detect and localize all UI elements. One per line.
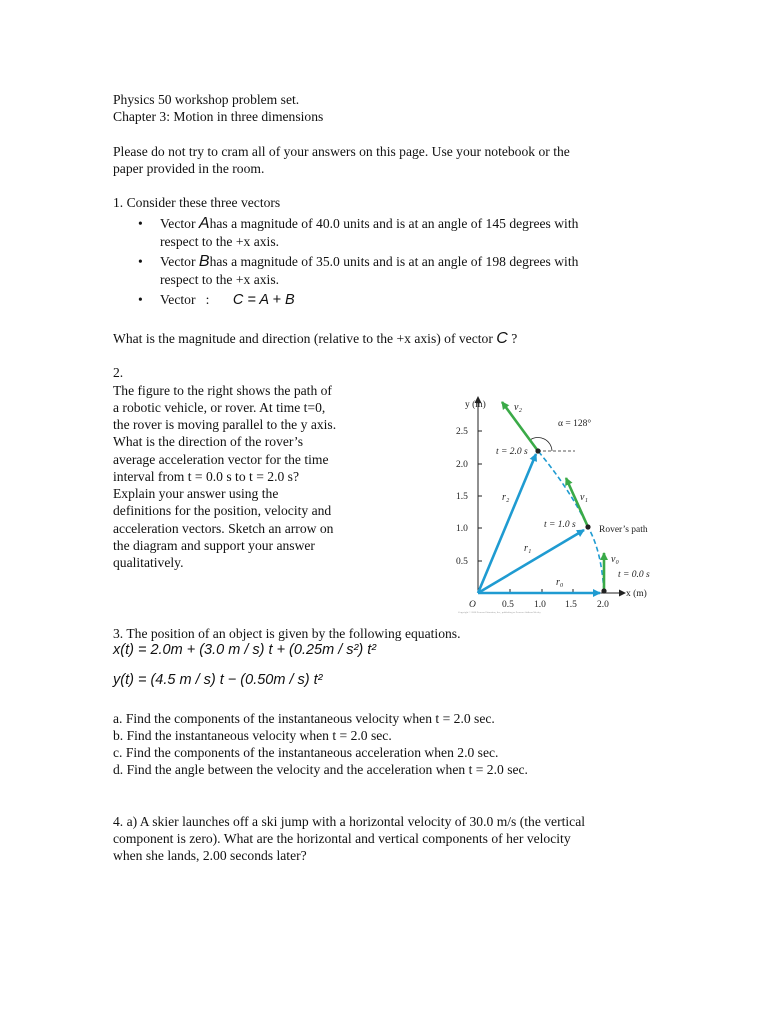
alpha-label: α = 128°: [558, 419, 592, 429]
rovers-path-label: Rover’s path: [599, 525, 648, 535]
rover-path-figure: [440, 385, 670, 615]
q2-line-4: What is the direction of the rover’s: [113, 434, 304, 449]
r1-label: r₁: [524, 543, 532, 554]
intro-line-1: Please do not try to cram all of your answers on this page. Use your notebook or the: [113, 144, 570, 159]
q1-bullet-a: [138, 215, 578, 232]
bullet-c-lead: Vector :: [160, 292, 210, 307]
t0-label: t = 0.0 s: [618, 570, 650, 580]
q2-line-5: average acceleration vector for the time: [113, 452, 329, 467]
chapter-title: Chapter 3: Motion in three dimensions: [113, 109, 324, 124]
y-tick-label: 2.0: [456, 460, 468, 470]
x-tick-label: 0.5: [502, 600, 514, 610]
q1-bullet-a-cont: respect to the +x axis.: [160, 234, 280, 249]
figure-copyright: Copyright © 2008 Pearson Education, Inc., publishing as Pearson Addison-Wesley: [458, 611, 541, 614]
v2-label: v₂: [514, 402, 522, 413]
q2-line-10: the diagram and support your answer: [113, 538, 315, 553]
q2-line-9: acceleration vectors. Sketch an arrow on: [113, 521, 334, 536]
q4-line-3: when she lands, 2.00 seconds later?: [113, 848, 307, 863]
x-tick-label: 2.0: [597, 600, 609, 610]
x-tick-label: 1.5: [565, 600, 577, 610]
q3-part-d: d. Find the angle between the velocity and the acceleration when t = 2.0 sec.: [113, 762, 528, 777]
point-t0: [601, 588, 606, 593]
v1-label: v₁: [580, 492, 588, 503]
t2-label: t = 2.0 s: [496, 447, 528, 457]
bullet-a-lead: Vector: [160, 216, 196, 231]
y-tick-label: 0.5: [456, 557, 468, 567]
q4-line-2: component is zero). What are the horizontal and vertical components of her velocity: [113, 831, 571, 846]
q1-bullet-b: [138, 253, 578, 270]
t1-label: t = 1.0 s: [544, 520, 576, 530]
q1-question-text: What is the magnitude and direction (relative to the +x axis) of vector: [113, 331, 493, 346]
position-vector-r2: [478, 454, 536, 593]
vector-c-symbol: C: [496, 330, 508, 347]
v0-label: v₀: [611, 554, 619, 565]
x-tick-label: 1.0: [534, 600, 546, 610]
q3-part-b: b. Find the instantaneous velocity when t = 2.0 sec.: [113, 728, 392, 743]
q1-question: [113, 330, 517, 347]
q3-equation-x: x(t) = 2.0m + (3.0 m / s) t + (0.25m / s²) t²: [113, 642, 377, 658]
q1-heading: 1. Consider these three vectors: [113, 195, 281, 210]
vector-a-symbol: A: [198, 215, 210, 232]
q1-bullet-c: [138, 291, 295, 309]
intro-line-2: paper provided in the room.: [113, 161, 265, 176]
q2-number: 2.: [113, 365, 124, 380]
y-tick-label: 1.5: [456, 492, 468, 502]
point-t1: [585, 524, 590, 529]
q2-line-11: qualitatively.: [113, 555, 184, 570]
position-vector-r1: [478, 530, 584, 593]
vector-c-equation: C = A + B: [232, 292, 295, 308]
q1-bullet-b-cont: respect to the +x axis.: [160, 272, 280, 287]
q3-part-c: c. Find the components of the instantaneous acceleration when 2.0 sec.: [113, 745, 499, 760]
r2-label: r₂: [502, 492, 510, 503]
x-axis-label: x (m): [626, 589, 647, 599]
q4-line-1: 4. a) A skier launches off a ski jump with a horizontal velocity of 30.0 m/s (the vertical: [113, 814, 586, 829]
bullet-b-text: has a magnitude of 35.0 units and is at an angle of 198 degrees with: [209, 254, 579, 269]
vector-b-symbol: B: [198, 253, 210, 270]
q2-line-1: The figure to the right shows the path of: [113, 383, 332, 398]
bullet-dot-icon: •: [138, 254, 143, 269]
bullet-dot-icon: •: [138, 216, 143, 231]
q2-line-6: interval from t = 0.0 s to t = 2.0 s?: [113, 469, 299, 484]
q1-question-end: ?: [511, 331, 518, 346]
bullet-a-text: has a magnitude of 40.0 units and is at an angle of 145 degrees with: [209, 216, 579, 231]
point-t2: [535, 448, 540, 453]
worksheet-title: Physics 50 workshop problem set.: [113, 92, 300, 107]
q3-equation-y: y(t) = (4.5 m / s) t − (0.50m / s) t²: [113, 672, 323, 688]
q3-part-a: a. Find the components of the instantaneous velocity when t = 2.0 sec.: [113, 711, 495, 726]
y-axis-label: y (m): [465, 400, 486, 410]
y-tick-label: 2.5: [456, 427, 468, 437]
r0-label: r₀: [556, 577, 564, 588]
q2-line-7: Explain your answer using the: [113, 486, 279, 501]
q3-heading: 3. The position of an object is given by the following equations.: [113, 626, 461, 641]
q2-line-3: the rover is moving parallel to the y axis.: [113, 417, 337, 432]
origin-label: O: [469, 600, 476, 610]
q2-line-8: definitions for the position, velocity and: [113, 503, 332, 518]
bullet-dot-icon: •: [138, 292, 143, 307]
y-tick-label: 1.0: [456, 524, 468, 534]
bullet-b-lead: Vector: [160, 254, 196, 269]
q2-line-2: a robotic vehicle, or rover. At time t=0,: [113, 400, 326, 415]
